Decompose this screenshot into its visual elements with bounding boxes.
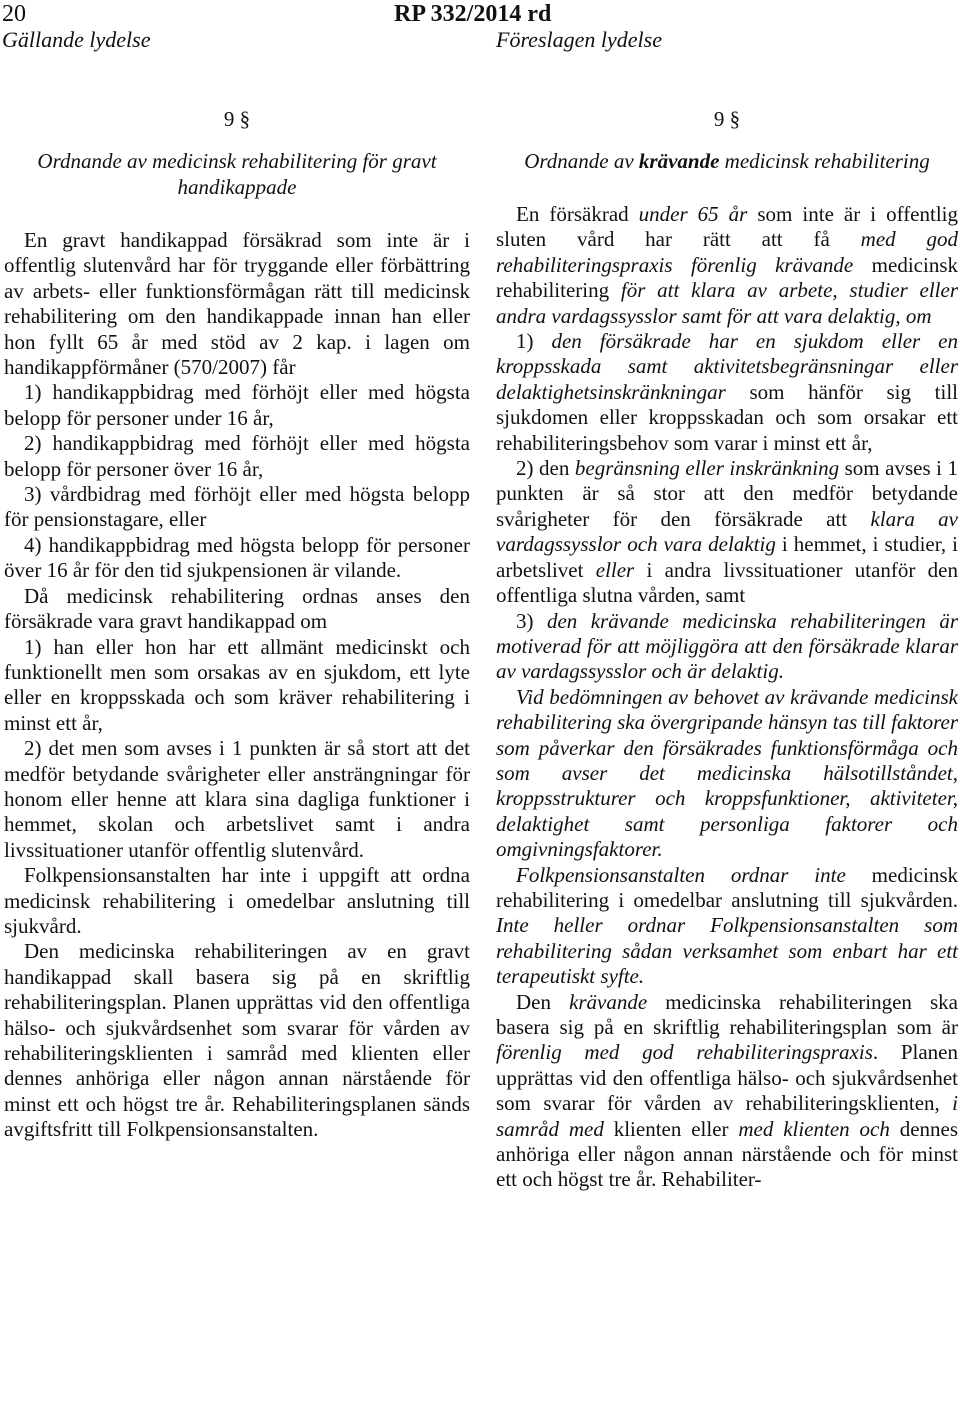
- text: klienten eller: [603, 1116, 739, 1141]
- italic-text: med klienten och: [738, 1116, 890, 1141]
- italic-text: förenlig med god rehabiliteringspraxis: [496, 1040, 873, 1065]
- heading-emphasis: krävande: [638, 149, 720, 173]
- paragraph: Den medicinska rehabiliteringen av en gravt handikappad skall basera sig på en skriftlig rehabiliteringsplan. Planen upprättas vid den offentliga hälso- och sjukvårdsenhet som svarar för vården av rehabiliteringsklienten i samråd med klienten eller dennes anhöriga eller någon annan närstående för minst ett och högst tre år. Rehabiliteringsplanen sänds avgiftsfritt till Folkpensionsanstalten.: [4, 939, 470, 1142]
- paragraph: Då medicinsk rehabilitering ordnas anses den försäkrade vara gravt handikappad om: [4, 583, 470, 634]
- text: En försäkrad: [516, 202, 639, 226]
- italic-text: Inte heller ordnar Folkpensionsanstalten som rehabilitering sådan verksamhet som enbart har ett terapeutiskt syfte.: [496, 913, 958, 989]
- paragraph: [496, 863, 958, 990]
- paragraph: 1) handikappbidrag med förhöjt eller med högsta belopp för personer under 16 år,: [4, 380, 470, 430]
- text: 2) den: [516, 456, 575, 481]
- paragraph: [496, 990, 958, 1193]
- section-number: 9 §: [713, 107, 741, 131]
- paragraph: En gravt handikappad försäkrad som inte är i offentlig slutenvård har för tryggande eller förbättring av arbets- eller funktionsförmågan rätt till medicinsk rehabilitering om den handikappade innan han eller hon fyllt 65 år med stöd av 2 kap. i lagen om handikappförmåner (570/2007) får: [4, 228, 470, 380]
- right-column-title: Föreslagen lydelse: [496, 27, 662, 52]
- italic-text: krävande: [569, 989, 648, 1014]
- italic-text: den krävande medicinska rehabiliteringen är motiverad för att möjliggöra att den försäkrade klarar av vardagssysslor och är delaktig.: [496, 608, 958, 684]
- paragraph: [496, 685, 958, 863]
- section-heading: Ordnande av medicinsk rehabilitering för gravt handikappade: [37, 149, 437, 199]
- text: 1): [516, 329, 552, 354]
- paragraph: 2) handikappbidrag med förhöjt eller med högsta belopp för personer över 16 år,: [4, 431, 470, 481]
- text: i andra livssituationer utanför den offentliga slutna vården, samt: [496, 557, 959, 608]
- heading-text: Ordnande av: [524, 149, 639, 173]
- proposed-text-column: [496, 104, 958, 1193]
- document-id: RP 332/2014 rd: [394, 1, 552, 27]
- paragraph: [496, 202, 958, 329]
- text: . Planen upprättas vid den offentliga hälso- och sjukvårdsenhet som svarar för vården av rehabiliteringsklienten,: [496, 1040, 959, 1116]
- page-header: [0, 0, 960, 60]
- italic-text: med god rehabiliteringspraxis förenlig krävande: [496, 227, 958, 277]
- text: som inte är i offentlig sluten vård har rätt att få: [496, 202, 959, 252]
- text: som avses i 1 punkten är så stor att den medför betydande svårigheter för den försäkrade att: [496, 456, 959, 531]
- italic-text: för att klara av arbete, studier eller andra vardagssysslor samt för att vara delaktig, om: [496, 278, 958, 328]
- text: dennes anhöriga eller någon annan närstående och för minst ett och högst tre år. Rehabiliter-: [496, 1116, 959, 1192]
- paragraph: 2) det men som avses i 1 punkten är så stort att det medför betydande svårigheter eller ansträngningar för honom eller henne att klara sina dagliga funktioner i hemmet, skolan och arbetslivet samt i andra livssituationer utanför offentlig slutenvård.: [4, 736, 470, 862]
- italic-text: den försäkrade har en sjukdom eller en kroppsskada samt aktivitetsbegränsningar eller delaktighetsinskränkningar: [496, 329, 958, 404]
- italic-text: Folkpensionsanstalten ordnar inte: [516, 862, 846, 887]
- left-column-title: Gällande lydelse: [2, 27, 151, 52]
- text: i hemmet, i studier, i arbetslivet: [496, 532, 958, 582]
- paragraph: 4) handikappbidrag med högsta belopp för personer över 16 år för den tid sjukpensionen är vilande.: [4, 532, 470, 583]
- text: som hänför sig till sjukdomen eller kroppsskadan och som orsakar ett rehabiliteringsbehov som varar i minst ett år,: [496, 379, 958, 455]
- italic-text: Vid bedömningen av behovet av krävande medicinsk rehabilitering ska övergripande hänsyn tas till faktorer som påverkar den försäkrades funktionsförmåga och som avser det medicinska hälsotillståndet, kroppsstrukturer och kroppsfunktioner, aktiviteter, delaktighet samt personliga faktorer och omgivningsfaktorer.: [496, 684, 958, 862]
- italic-text: begränsning eller inskränkning: [574, 456, 840, 481]
- paragraph: 3) vårdbidrag med förhöjt eller med högsta belopp för pensionstagare, eller: [4, 482, 470, 532]
- italic-text: under 65 år: [638, 202, 748, 226]
- paragraph: [496, 609, 958, 685]
- text: 3): [516, 608, 547, 633]
- text: medicinska rehabiliteringen ska basera sig på en skriftlig rehabiliteringsplan som är: [496, 989, 958, 1039]
- heading-text: medicinsk rehabilitering: [719, 149, 930, 173]
- paragraph: [496, 329, 958, 456]
- italic-text: eller: [595, 557, 635, 582]
- paragraph: [496, 456, 958, 608]
- italic-text: i samråd med: [496, 1091, 958, 1141]
- paragraph: Folkpensionsanstalten har inte i uppgift att ordna medicinsk rehabilitering i omedelbar anslutning till sjukvård.: [4, 863, 470, 938]
- italic-text: klara av vardagssysslor och vara delaktig: [496, 506, 959, 557]
- page-number: 20: [2, 1, 26, 27]
- text: Den: [516, 989, 570, 1014]
- current-text-column: [4, 104, 470, 1143]
- paragraph: 1) han eller hon har ett allmänt medicinskt och funktionellt men som orsakas av en sjukdom, ett lyte eller en kroppsskada och som kräver rehabilitering i minst ett år,: [4, 634, 470, 735]
- text: medicinsk rehabilitering: [496, 252, 958, 303]
- section-number: 9 §: [223, 107, 251, 131]
- text: medicinsk rehabilitering i omedelbar anslutning till sjukvården.: [496, 862, 958, 912]
- section-heading: [496, 148, 958, 174]
